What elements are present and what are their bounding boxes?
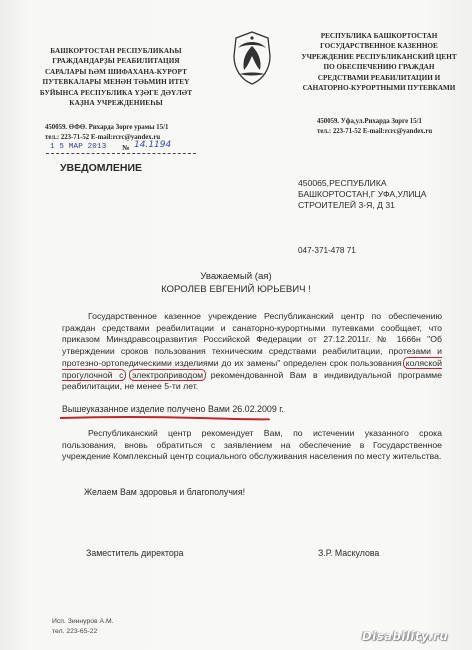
executor-phone: тел. 223-65-22 [52, 628, 98, 635]
site-watermark: Disability.ru [362, 629, 449, 643]
recipient-address [298, 178, 468, 211]
recipient-phone: 047-371-478 71 [298, 246, 356, 255]
address-line: 450059. ӨФӨ. Рихарда Зорге урамы 15/1 [45, 124, 169, 131]
registration-number-label: № [122, 143, 130, 152]
header-right-address [317, 117, 467, 136]
header-left-bashkir [28, 46, 204, 108]
paragraph-text: рекомендованной Вам в индивидуальной программе реабилитации, не менее 5-ти лет. [62, 369, 442, 392]
salutation: Уважаемый (ая) [200, 271, 272, 282]
header-right-line: САНАТОРНО-КУРОРТНЫМИ ПУТЕВКАМИ [302, 84, 456, 93]
body-paragraph-2: Республиканский центр рекомендует Вам, по истечении указанного срока пользования, вновь обратиться с заявлением на обеспечение в Государственное учреждение Комплексный центр социального обслуживания населения по месту жительства. [62, 428, 442, 462]
registration-stamp [46, 140, 206, 157]
signatory-name: З.Р. Маскулова [318, 548, 380, 558]
header-left-line: БАШКОРТОСТАН РЕСПУБЛИКАҺЫ [50, 47, 182, 55]
highlight-text: электроприводом [132, 369, 204, 380]
header-right-line: РЕСПУБЛИКА БАШКОРТОСТАН [320, 32, 438, 40]
executor-info [52, 617, 114, 637]
highlighted-device-cont [129, 369, 206, 381]
notice-title: УВЕДОМЛЕНИЕ [60, 162, 143, 174]
header-left-line: ГРАЖДАНДАРҘЫ РЕАБИЛИТАЦИЯ [52, 57, 180, 66]
closing-wish: Желаем Вам здоровья и благополучия! [84, 487, 246, 497]
header-right-line: СРЕДСТВАМИ РЕАБИЛИТАЦИИ И [317, 73, 441, 82]
recipient-address-line: БАШКОРТОСТАН,Г УФА,УЛИЦА [298, 189, 427, 199]
received-date-sentence: Вышеуказанное изделие получено Вами 26.02.2009 г. [62, 404, 284, 414]
header-right-line: ГОСУДАРСТВЕННОЕ КАЗЕННОЕ [320, 42, 438, 51]
registration-number: 14.1194 [134, 140, 172, 150]
header-left-line: САРАЛАРЫ ҺӘМ ШИФАХАНА-КУРОРТ [45, 67, 187, 76]
registration-underline [46, 153, 196, 154]
executor-name: Исп. Зиннуров А.М. [52, 618, 114, 625]
contacts-line: тел.: 223-71-52 E-mail:rcrc@yandex.ru [317, 127, 433, 135]
recipient-address-line: 450065,РЕСПУБЛИКА [298, 178, 387, 188]
body-paragraph-1 [62, 311, 442, 393]
greeting [0, 270, 472, 296]
header-right-line: УЧРЕЖДЕНИЕ РЕСПУБЛИКАНСКИЙ ЦЕНТ [301, 52, 457, 61]
signatory-role: Заместитель директора [86, 548, 184, 558]
recipient-address-line: СТРОИТЕЛЕЙ 3-Я, Д 31 [298, 200, 395, 210]
red-marker-underline [60, 415, 270, 421]
header-right-russian [298, 31, 460, 93]
recipient-name: КОРОЛЕВ ЕВГЕНИЙ ЮРЬЕВИЧ ! [161, 284, 311, 295]
registration-date: 1 5 МАР 2013 [50, 143, 107, 151]
address-line: 450059. Уфа,ул.Рихарда Зорге 15/1 [317, 118, 422, 125]
paragraph-text: Государственное казенное учреждение Республиканский центр по обеспечению граждан средствами реабилитации и санаторно-курортными путевками сообщает, что приказом Минздравсоцразвития Российской Федерации от 27.12.2011г. № 1666н "Об утверждении сроков пользования техническим средствами реабилитации, протезами и протезно-ортопедическими изделиями до их замены" определен срок пользования [62, 311, 442, 368]
contacts-line: тел.: 223-71-52 E-mail:rcrc@yandex.ru [45, 133, 161, 141]
highlight-text: коляской прогулочной с [62, 357, 442, 380]
header-right-line: ПО ОБЕСПЕЧЕНИЮ ГРАЖДАН [323, 63, 435, 72]
header-left-line: БУЙЫНСА РЕСПУБЛИКА ҮҘӘГЕ ДӘҮЛӘТ [39, 88, 193, 97]
header-left-line: ПУТЕВКАЛАРЫ МЕНӘН ТӘЬМИН ИТЕҮ [42, 78, 190, 87]
bashkortostan-emblem-icon [228, 30, 276, 86]
header-left-address [45, 123, 205, 142]
header-left-line: КАҘНА УЧРЕЖДЕНИЕҺЫ [69, 99, 163, 108]
